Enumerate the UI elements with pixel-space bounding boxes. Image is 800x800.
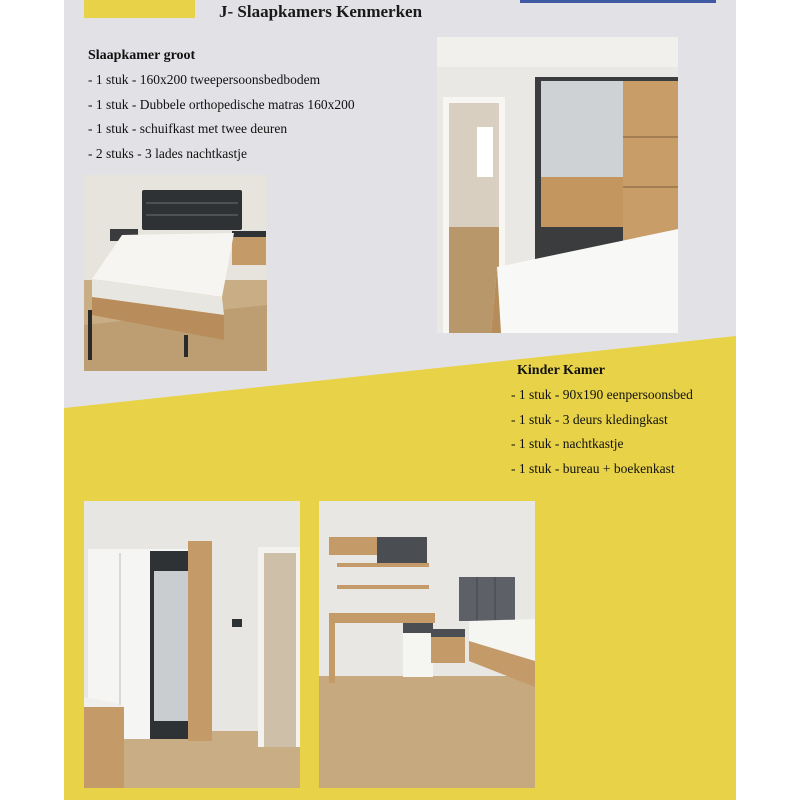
section-heading-kids-room: Kinder Kamer	[517, 363, 606, 378]
list-item: - 1 stuk - 90x190 eenpersoonsbed	[511, 387, 693, 402]
blue-header-tab	[520, 0, 716, 3]
list-item: - 1 stuk - 160x200 tweepersoonsbedbodem	[88, 72, 321, 87]
list-item: - 1 stuk - nachtkastje	[511, 436, 624, 451]
list-item: - 1 stuk - schuifkast met twee deuren	[88, 121, 288, 136]
list-item: - 1 stuk - bureau + boekenkast	[511, 460, 675, 476]
list-item: - 2 stuks - 3 lades nachtkastje	[88, 145, 247, 161]
master-wardrobe-photo	[437, 37, 678, 333]
kids-room-list	[511, 387, 693, 485]
section-heading-master-bedroom: Slaapkamer groot	[88, 48, 196, 63]
list-item: - 1 stuk - Dubbele orthopedische matras 160x200	[88, 96, 355, 112]
brochure-page	[64, 0, 736, 800]
kids-desk-bed-photo	[319, 501, 535, 788]
page-title: J- Slaapkamers Kenmerken	[219, 2, 423, 21]
kids-wardrobe-photo	[84, 501, 300, 788]
master-bed-photo	[84, 175, 267, 371]
yellow-header-tab	[84, 0, 195, 18]
master-bedroom-list	[88, 72, 355, 170]
list-item: - 1 stuk - 3 deurs kledingkast	[511, 411, 668, 427]
